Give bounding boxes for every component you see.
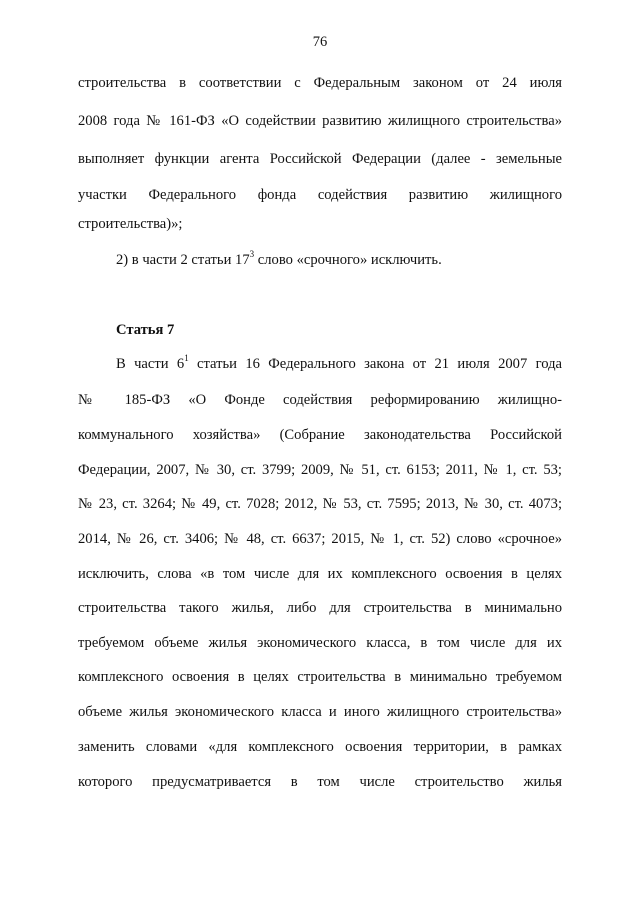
article-line: Федерации, 2007, № 30, ст. 3799; 2009, № 51, ст. 6153; 2011, № 1, ст. 53; <box>78 462 562 478</box>
article-line: № 23, ст. 3264; № 49, ст. 7028; 2012, № 53, ст. 7595; 2013, № 30, ст. 4073; <box>78 496 562 512</box>
article-first-line <box>116 354 562 374</box>
list-item-2 <box>116 250 562 270</box>
list-item-text: слово «срочного» исключить. <box>254 252 442 268</box>
article-text: статьи 16 Федерального закона от 21 июля 2007 года <box>188 356 562 372</box>
article-line: которого предусматривается в том числе строительство жилья <box>78 774 562 790</box>
article-line: № 185-ФЗ «О Фонде содействия реформированию жилищно- <box>78 392 562 408</box>
paragraph-line: строительства в соответствии с Федеральным законом от 24 июля <box>78 75 562 91</box>
article-line: строительства такого жилья, либо для строительства в минимально <box>78 600 562 616</box>
paragraph-line: участки Федерального фонда содействия развитию жилищного <box>78 187 562 203</box>
article-line: комплексного освоения в целях строительства в минимально требуемом <box>78 669 562 685</box>
article-line: объеме жилья экономического класса и иного жилищного строительства» <box>78 704 562 720</box>
article-line: коммунального хозяйства» (Собрание законодательства Российской <box>78 427 562 443</box>
paragraph-line: строительства)»; <box>78 216 183 232</box>
paragraph-line: 2008 года № 161-ФЗ «О содействии развитию жилищного строительства» <box>78 113 562 129</box>
superscript: 1 <box>184 353 189 364</box>
article-line: 2014, № 26, ст. 3406; № 48, ст. 6637; 2015, № 1, ст. 52) слово «срочное» <box>78 531 562 547</box>
superscript: 3 <box>249 249 255 260</box>
article-line: требуемом объеме жилья экономического класса, в том числе для их <box>78 635 562 651</box>
article-text: В части 6 <box>116 356 185 372</box>
article-line: заменить словами «для комплексного освоения территории, в рамках <box>78 739 562 755</box>
article-heading: Статья 7 <box>116 322 175 338</box>
page-number: 76 <box>312 34 328 50</box>
paragraph-line: выполняет функции агента Российской Федерации (далее - земельные <box>78 151 562 167</box>
article-line: исключить, слова «в том числе для их комплексного освоения в целях <box>78 566 562 582</box>
list-item-text: 2) в части 2 статьи 17 <box>116 252 250 268</box>
